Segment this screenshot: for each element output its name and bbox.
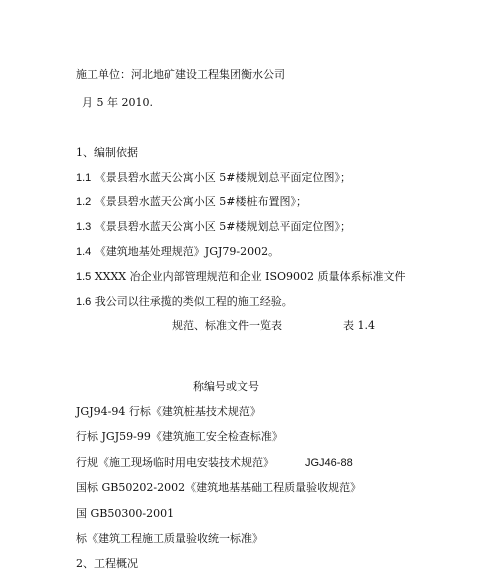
standard-code: JGJ46-88 bbox=[305, 457, 353, 469]
section-1-heading: 1、编制依据 bbox=[76, 146, 138, 159]
item-number: 1.1 bbox=[76, 172, 92, 184]
list-item bbox=[76, 245, 279, 259]
list-item bbox=[76, 220, 351, 234]
list-item bbox=[76, 270, 406, 284]
table-caption: 规范、标准文件一览表 bbox=[172, 319, 282, 332]
item-text: 《景县碧水蓝天公寓小区 5#楼规划总平面定位图》； bbox=[94, 171, 352, 184]
list-item bbox=[76, 171, 351, 185]
item-number: 1.5 bbox=[76, 271, 92, 283]
section-2-heading: 2、工程概况 bbox=[76, 557, 138, 570]
list-item bbox=[76, 195, 307, 209]
list-item bbox=[76, 295, 293, 309]
item-text: 《景县碧水蓝天公寓小区 5#楼规划总平面定位图》； bbox=[94, 220, 352, 233]
standard-entry: 标《建筑工程施工质量验收统一标准》 bbox=[76, 532, 263, 545]
item-text: 我公司以往承揽的类似工程的施工经验。 bbox=[94, 295, 293, 308]
item-text: 《建筑地基处理规范》JGJ79-2002。 bbox=[94, 245, 280, 258]
date-line: 月 5 年 2010. bbox=[82, 96, 153, 109]
table-number: 表 1.4 bbox=[343, 319, 375, 332]
item-number: 1.6 bbox=[76, 296, 92, 308]
standard-entry: 行标 JGJ59-99《建筑施工安全检查标准》 bbox=[76, 430, 283, 443]
construction-unit-line: 施工单位：河北地矿建设工程集团衡水公司 bbox=[76, 68, 285, 81]
standard-entry: 行规《施工现场临时用电安装技术规范》 bbox=[76, 456, 274, 469]
table-header: 称编号或文号 bbox=[193, 380, 259, 393]
item-number: 1.3 bbox=[76, 221, 92, 233]
item-text: XXXX 冶企业内部管理规范和企业 ISO9002 质量体系标准文件 bbox=[94, 270, 406, 283]
standard-entry: 国 GB50300-2001 bbox=[76, 507, 175, 520]
item-number: 1.2 bbox=[76, 196, 92, 208]
standard-entry: 国标 GB50202-2002《建筑地基基础工程质量验收规范》 bbox=[76, 481, 362, 494]
item-number: 1.4 bbox=[76, 246, 92, 258]
item-text: 《景县碧水蓝天公寓小区 5#楼桩布置图》； bbox=[94, 195, 308, 208]
standard-entry: JGJ94-94 行标《建筑桩基技术规范》 bbox=[76, 405, 261, 418]
